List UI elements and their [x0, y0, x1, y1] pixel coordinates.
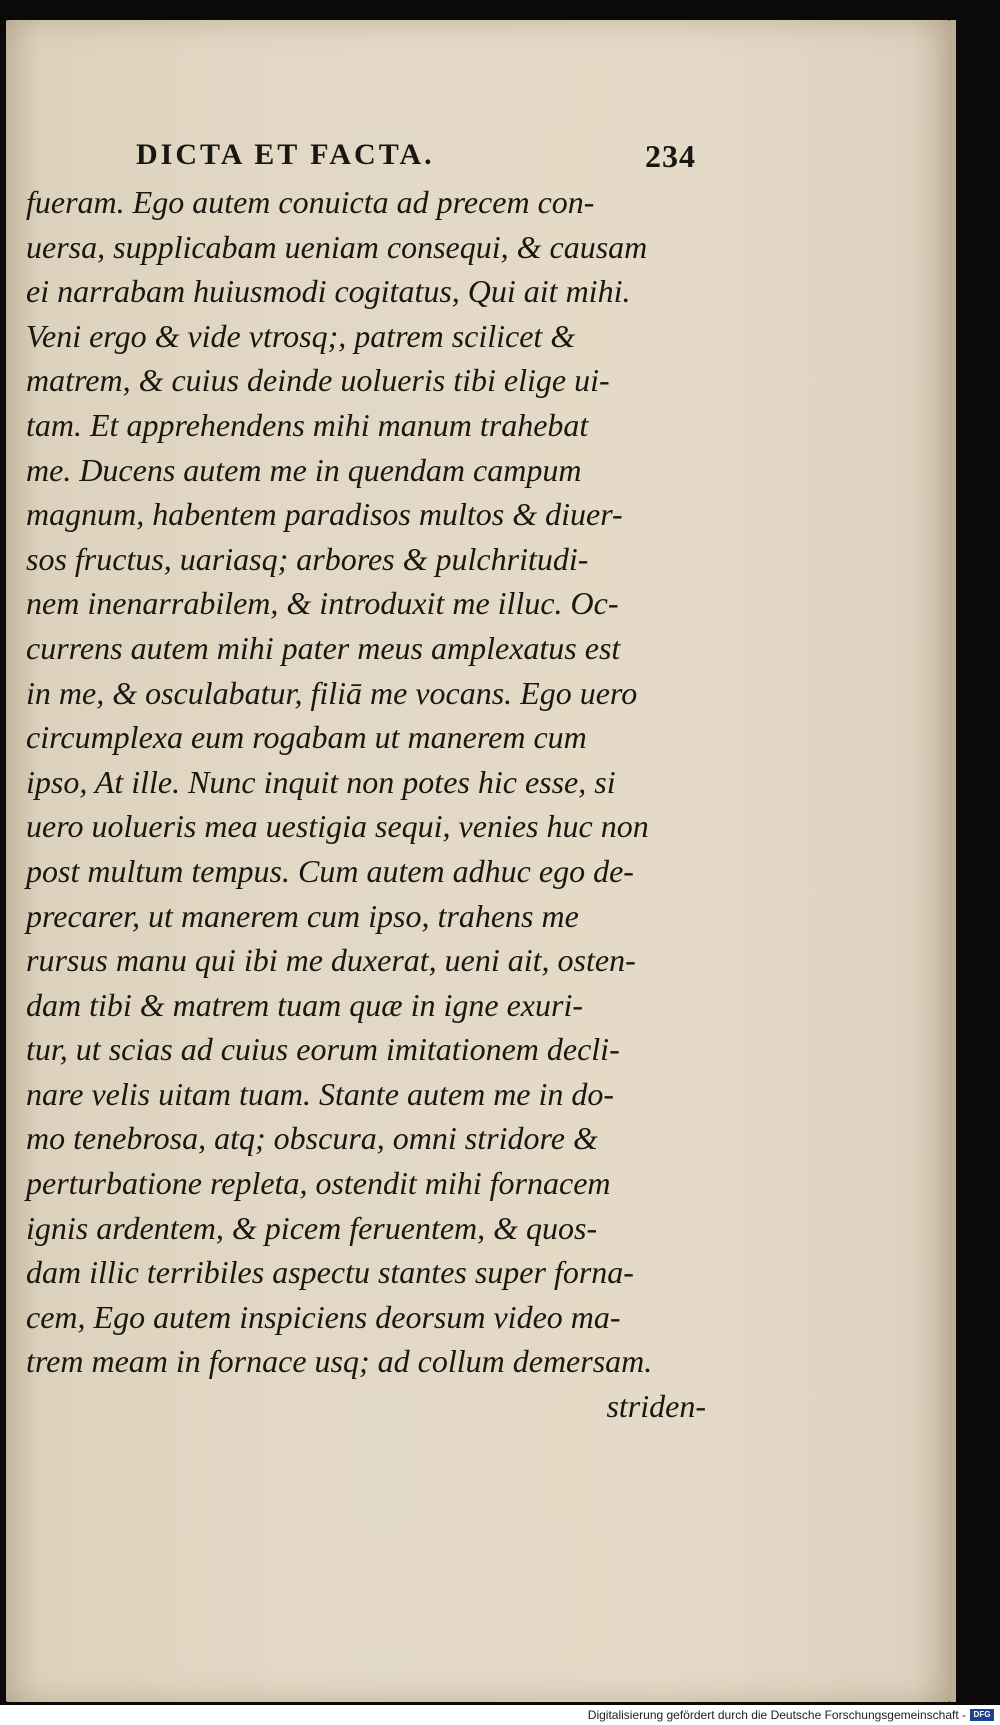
- text-line: perturbatione repleta, ostendit mihi fornacem: [26, 1165, 611, 1202]
- text-line: ipso, At ille. Nunc inquit non potes hic esse, si: [26, 763, 616, 800]
- page-header: [136, 138, 696, 174]
- text-line: uero uolueris mea uestigia sequi, venies huc non: [26, 808, 649, 845]
- text-line: magnum, habentem paradisos multos & diuer-: [26, 496, 623, 533]
- text-line: rursus manu qui ibi me duxerat, ueni ait, osten-: [26, 942, 636, 979]
- text-line: trem meam in fornace usq; ad collum demersam.: [26, 1343, 653, 1380]
- text-line: precarer, ut manerem cum ipso, trahens me: [26, 897, 579, 934]
- page-number: 234: [645, 138, 696, 174]
- text-line: nare velis uitam tuam. Stante autem me in do-: [26, 1075, 615, 1112]
- text-line: sos fructus, uariasq; arbores & pulchritudi-: [26, 540, 589, 577]
- footer-bar: [0, 1705, 1000, 1725]
- body-text: [26, 180, 716, 1429]
- text-line: me. Ducens autem me in quendam campum: [26, 451, 582, 488]
- text-line: uersa, supplicabam ueniam consequi, & causam: [26, 228, 648, 265]
- text-line: nem inenarrabilem, & introduxit me illuc. Oc-: [26, 585, 619, 622]
- text-line: ei narrabam huiusmodi cogitatus, Qui ait mihi.: [26, 273, 631, 310]
- running-head: DICTA ET FACTA.: [136, 138, 435, 171]
- book-page: [6, 20, 950, 1702]
- text-line: ignis ardentem, & picem feruentem, & quos-: [26, 1209, 598, 1246]
- catchword: striden-: [606, 1388, 706, 1425]
- text-line: dam illic terribiles aspectu stantes super forna-: [26, 1254, 634, 1291]
- text-line: cem, Ego autem inspiciens deorsum video ma-: [26, 1298, 621, 1335]
- text-line: tur, ut scias ad cuius eorum imitationem decli-: [26, 1031, 620, 1068]
- text-line: in me, & osculabatur, filiā me vocans. Ego uero: [26, 674, 638, 711]
- text-line: mo tenebrosa, atq; obscura, omni stridore &: [26, 1120, 598, 1157]
- text-line: dam tibi & matrem tuam quæ in igne exuri-: [26, 986, 583, 1023]
- text-line: currens autem mihi pater meus amplexatus est: [26, 629, 621, 666]
- funding-credit: Digitalisierung gefördert durch die Deutsche Forschungsgemeinschaft -: [587, 1708, 966, 1722]
- text-line: circumplexa eum rogabam ut manerem cum: [26, 719, 587, 756]
- page-edge: [950, 20, 956, 1702]
- text-line: tam. Et apprehendens mihi manum trahebat: [26, 406, 589, 443]
- text-line: fueram. Ego autem conuicta ad precem con-: [26, 184, 595, 220]
- dfg-logo: DFG: [970, 1709, 994, 1721]
- text-line: Veni ergo & vide vtrosq;, patrem scilicet &: [26, 317, 576, 354]
- text-line: post multum tempus. Cum autem adhuc ego de-: [26, 852, 634, 889]
- text-line: matrem, & cuius deinde uolueris tibi elige ui-: [26, 362, 610, 399]
